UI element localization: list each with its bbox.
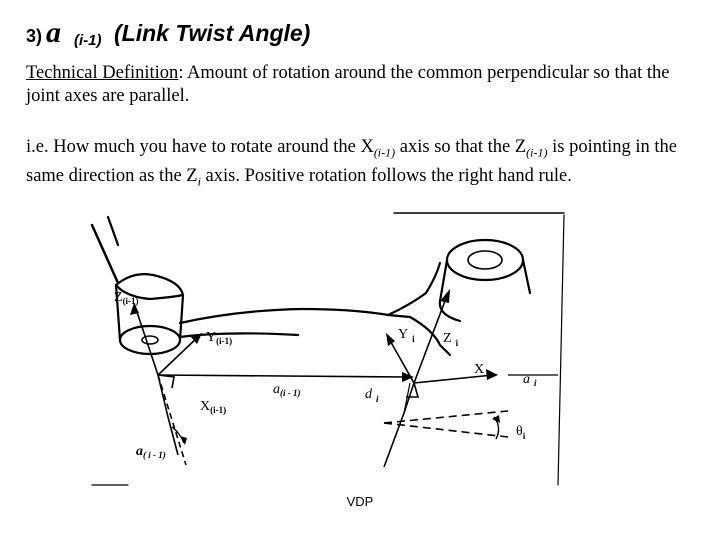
link-twist-diagram <box>88 205 570 490</box>
label-a-prev: $a_{(i - 1)}$ <box>273 382 301 398</box>
label-z-prev: $Z_{(i-1)}$ <box>114 290 139 306</box>
explanation-sub3: i <box>197 174 201 189</box>
title-text: (Link Twist Angle) <box>114 20 311 46</box>
alpha-subscript: (i-1) <box>74 32 102 49</box>
label-a-i: a $_i$ <box>523 372 537 388</box>
label-theta-i: $\theta_i$ <box>516 424 526 441</box>
label-y-i: Y $_i$ <box>398 327 415 344</box>
axes <box>130 289 558 467</box>
link-body <box>92 213 564 485</box>
explanation-part4: axis. Positive rotation follows the right hand rule. <box>200 165 572 186</box>
label-y-prev: $Y_{(i-1)}$ <box>206 330 233 346</box>
explanation-paragraph <box>26 136 706 193</box>
label-alpha-prev: $a_{( i - 1)}$ <box>136 444 166 460</box>
explanation-part2: axis so that the Z <box>395 137 527 157</box>
label-z-i: Z $_i$ <box>443 331 459 348</box>
definition-paragraph <box>26 62 706 108</box>
alpha-symbol: a <box>46 16 61 49</box>
section-number: 3) <box>26 26 43 46</box>
explanation-sub2: (i-1) <box>526 145 548 160</box>
explanation-sub1: (i-1) <box>373 145 396 160</box>
explanation-part1: i.e. How much you have to rotate around the X <box>26 137 374 157</box>
definition-term: Technical Definition <box>26 63 179 83</box>
label-x-i: X $_i$ <box>474 362 491 379</box>
explanation-part3: is pointing in the same direction as the Z <box>26 137 677 186</box>
label-d-i: d $_i$ <box>365 387 379 404</box>
label-x-prev: $X_{(i-1)}$ <box>200 399 227 415</box>
definition-text: : Amount of rotation around the common perpendicular so that the joint axes are parallel. <box>26 63 670 106</box>
footer-credit: VDP <box>346 494 374 509</box>
